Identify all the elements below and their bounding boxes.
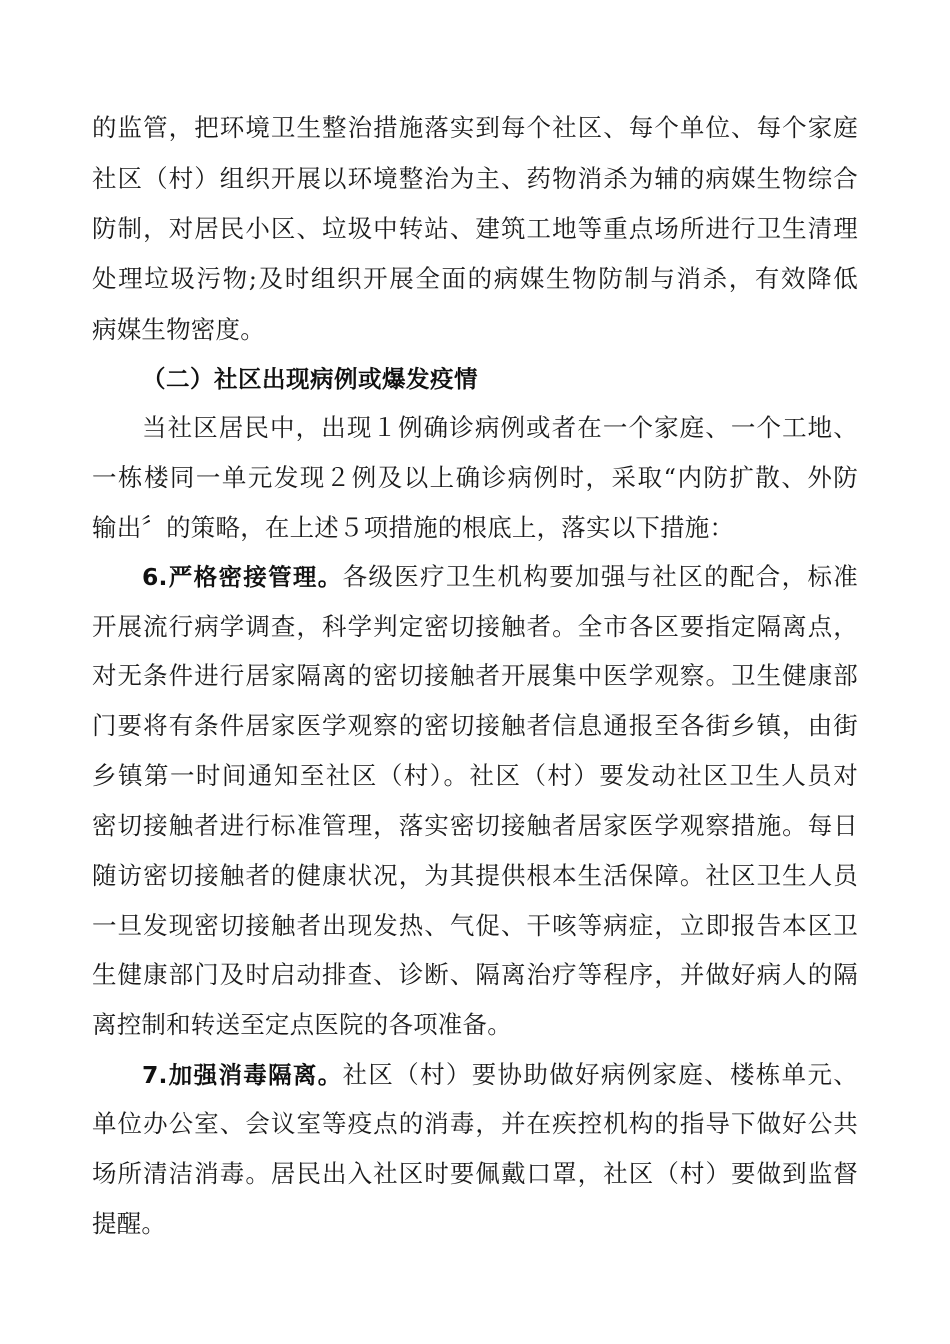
paragraph-line: 生健康部门及时启动排查、诊断、隔离治疗等程序，并做好病人的隔 bbox=[92, 960, 858, 989]
paragraph-line: 一旦发现密切接触者出现发热、气促、干咳等病症，立即报告本区卫 bbox=[92, 911, 858, 940]
paragraph-line: 处理垃圾污物;及时组织开展全面的病媒生物防制与消杀，有效降低 bbox=[92, 264, 858, 293]
paragraph-line: 单位办公室、会议室等疫点的消毒，并在疾控机构的指导下做好公共 bbox=[92, 1109, 858, 1138]
item-7-title: 7.加强消毒隔离。 bbox=[142, 1061, 343, 1089]
paragraph-line: 防制，对居民小区、垃圾中转站、建筑工地等重点场所进行卫生清理 bbox=[92, 214, 858, 243]
paragraph-line: 开展流行病学调查，科学判定密切接触者。全市各区要指定隔离点， bbox=[92, 612, 858, 641]
paragraph-line: 密切接触者进行标准管理，落实密切接触者居家医学观察措施。每日 bbox=[92, 811, 858, 840]
paragraph-line: 乡镇第一时间通知至社区（村）。社区（村）要发动社区卫生人员对 bbox=[92, 761, 858, 790]
section-heading: （二）社区出现病例或爆发疫情 bbox=[142, 365, 478, 393]
paragraph-line: 的监管，把环境卫生整治措施落实到每个社区、每个单位、每个家庭 bbox=[92, 113, 858, 142]
paragraph-line: 社区（村）组织开展以环境整治为主、药物消杀为辅的病媒生物综合 bbox=[92, 164, 858, 193]
item-6-first-line-text: 各级医疗卫生机构要加强与社区的配合，标准 bbox=[342, 562, 858, 591]
paragraph-line: 当社区居民中，出现１例确诊病例或者在一个家庭、一个工地、 bbox=[142, 413, 858, 442]
paragraph-line: 场所清洁消毒。居民出入社区时要佩戴口罩，社区（村）要做到监督 bbox=[92, 1159, 858, 1188]
paragraph-line: 提醒。 bbox=[92, 1209, 167, 1238]
paragraph-line: 随访密切接触者的健康状况，为其提供根本生活保障。社区卫生人员 bbox=[92, 861, 858, 890]
item-6-title: 6.严格密接管理。 bbox=[142, 563, 343, 591]
paragraph-line: 离控制和转送至定点医院的各项准备。 bbox=[92, 1010, 512, 1039]
paragraph-line: 输出〞的策略，在上述５项措施的根底上，落实以下措施： bbox=[92, 513, 735, 542]
item-7-first-line-text: 社区（村）要协助做好病例家庭、楼栋单元、 bbox=[342, 1060, 858, 1089]
paragraph-line: 病媒生物密度。 bbox=[92, 315, 265, 344]
paragraph-line: 一栋楼同一单元发现２例及以上确诊病例时，采取“内防扩散、外防 bbox=[92, 463, 858, 492]
paragraph-line: 门要将有条件居家医学观察的密切接触者信息通报至各街乡镇，由街 bbox=[92, 711, 858, 740]
item-7-first-line bbox=[142, 1055, 858, 1095]
paragraph-line: 对无条件进行居家隔离的密切接触者开展集中医学观察。卫生健康部 bbox=[92, 661, 858, 690]
item-6-first-line bbox=[142, 557, 858, 597]
